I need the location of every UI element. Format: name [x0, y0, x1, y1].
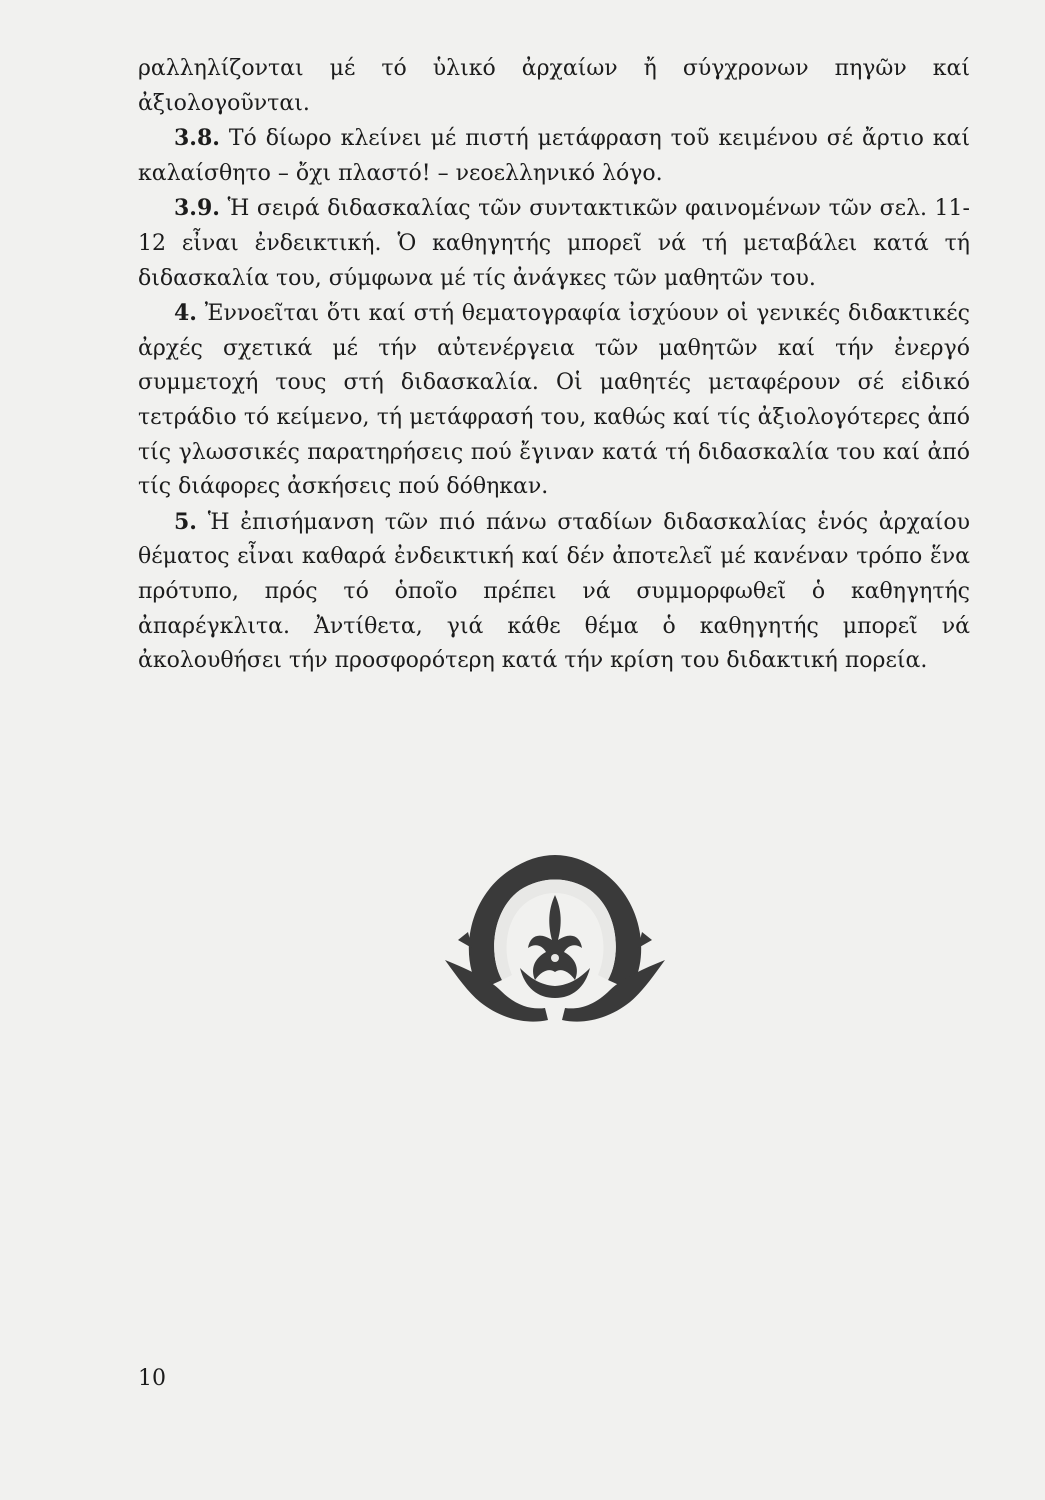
paragraph-5: [138, 505, 970, 679]
paragraph-continuation: ραλληλίζονται μέ τό ὑλικό ἀρχαίων ἤ σύγχρονων πηγῶν καί ἀξιολογοῦνται.: [138, 56, 970, 116]
paragraph-number: 3.9.: [174, 195, 220, 222]
paragraph-text: Τό δίωρο κλείνει μέ πιστή μετάφραση τοῦ κειμένου σέ ἄρτιο καί καλαίσθητο – ὄχι πλαστό! – νεοελληνικό λόγο.: [138, 126, 970, 186]
body-text: [138, 52, 970, 679]
paragraph-4: [138, 296, 970, 505]
paragraph-text: Ἐννοεῖται ὅτι καί στή θεματογραφία ἰσχύουν οἱ γενικές διδακτικές ἀρχές σχετικά μέ τήν αὐτενέργεια τῶν μαθητῶν καί τήν ἐνεργό συμμετοχή τους στή διδασκαλία. Οἱ μαθητές μεταφέρουν σέ εἰδικό τετράδιο τό κείμενο, τή μετάφρασή του, καθώς καί τίς ἀξιολογότερες ἀπό τίς γλωσσικές παρατηρήσεις πού ἔγιναν κατά τή διδασκαλία του καί ἀπό τίς διάφορες ἀσκήσεις πού δόθηκαν.: [138, 301, 970, 500]
paragraph-text: Ἡ σειρά διδασκαλίας τῶν συντακτικῶν φαινομένων τῶν σελ. 11-12 εἶναι ἐνδεικτική. Ὁ καθηγητής μπορεῖ νά τή μεταβάλει κατά τή διδασκαλία του, σύμφωνα μέ τίς ἀνάγκες τῶν μαθητῶν του.: [138, 196, 970, 291]
paragraph-number: 5.: [174, 508, 197, 535]
paragraph-3-9: [138, 191, 970, 296]
paragraph-3-8: [138, 121, 970, 191]
page-number: 10: [138, 1366, 166, 1391]
paragraph-number: 4.: [174, 300, 197, 327]
paragraph-number: 3.8.: [174, 125, 220, 152]
decorative-ornament-icon: [440, 840, 670, 1030]
paragraph-text: Ἡ ἐπισήμανση τῶν πιό πάνω σταδίων διδασκαλίας ἑνός ἀρχαίου θέματος εἶναι καθαρά ἐνδεικτική καί δέν ἀποτελεῖ μέ κανέναν τρόπο ἕνα πρότυπο, πρός τό ὁποῖο πρέπει νά συμμορφωθεῖ ὁ καθηγητής ἀπαρέγκλιτα. Ἀντίθετα, γιά κάθε θέμα ὁ καθηγητής μπορεῖ νά ἀκολουθήσει τήν προσφορότερη κατά τήν κρίση του διδακτική πορεία.: [138, 509, 970, 674]
